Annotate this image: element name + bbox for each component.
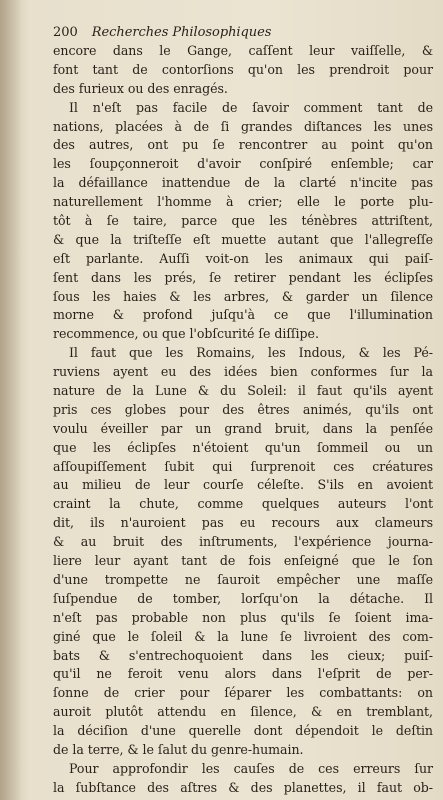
text-line: naturellement l'homme à crier; elle le porte plu- xyxy=(53,194,433,210)
text-line: auroit plutôt attendu en ſilence, & en tremblant, xyxy=(53,704,433,720)
text-line: morne & profond juſqu'à ce que l'illumination xyxy=(53,307,433,323)
body-text xyxy=(53,42,433,798)
text-line: pris ces globes pour des êtres animés, qu'ils ont xyxy=(53,401,433,417)
text-line: la déciſion d'une querelle dont dépendoit le deſtin xyxy=(53,723,433,739)
text-line: craint la chute, comme quelques auteurs l'ont xyxy=(53,496,433,512)
text-line: eſt parlante. Auſſi voit-on les animaux qui paiſ- xyxy=(53,250,433,266)
text-line: voulu éveiller par un grand bruit, dans la penſée xyxy=(53,420,433,436)
text-block xyxy=(53,24,433,798)
text-line: bats & s'entrechoquoient dans les cieux; puiſ- xyxy=(53,647,433,663)
text-line: des furieux ou des enragés. xyxy=(53,80,228,96)
text-line: ſent dans les prés, ſe retirer pendant les éclipſes xyxy=(53,269,433,285)
running-header xyxy=(53,24,433,42)
text-line: & que la triſteſſe eſt muette autant que l'allegreſſe xyxy=(53,231,433,247)
text-line: la défaillance inattendue de la clarté n'incite pas xyxy=(53,175,433,191)
text-line: ſous les haies & les arbres, & garder un ſilence xyxy=(53,288,433,304)
text-line: ruviens ayent eu des idées bien conformes ſur la xyxy=(53,364,433,380)
text-line: recommence, ou que l'obſcurité ſe diſſipe. xyxy=(53,326,319,342)
text-line: de la terre, & le ſalut du genre-humain. xyxy=(53,741,304,757)
text-line: font tant de contorſions qu'on les prendroit pour xyxy=(53,61,433,77)
text-line: & au bruit des inſtruments, l'expérience journa- xyxy=(53,534,433,550)
text-line: encore dans le Gange, caſſent leur vaiſſelle, & xyxy=(53,43,433,58)
text-line: ſonne de crier pour ſéparer les combattants: on xyxy=(53,685,433,701)
text-line: au milieu de leur courſe céleſte. S'ils en avoient xyxy=(53,477,433,493)
running-head-title: Recherches Philosophiques xyxy=(91,25,272,40)
text-line: Il faut que les Romains, les Indous, & les Pé- xyxy=(69,345,433,361)
text-line: n'eſt pas probable non plus qu'ils ſe ſoient ima- xyxy=(53,609,433,625)
text-line: la ſubſtance des aſtres & des planettes, il faut ob- xyxy=(53,779,433,795)
spine-shadow xyxy=(0,0,22,800)
text-line: les ſoupçonneroit d'avoir conſpiré enſemble; car xyxy=(53,156,433,172)
text-line: Pour approfondir les cauſes de ces erreurs ſur xyxy=(69,760,433,776)
page-number: 200 xyxy=(53,25,78,40)
text-line: nations, placées à de ſi grandes diſtances les unes xyxy=(53,118,433,134)
text-line: ſuſpendue de tomber, lorſqu'on la détache. Il xyxy=(53,590,433,606)
text-line: aſſoupiſſement ſubit qui ſurprenoit ces créatures xyxy=(53,458,433,474)
text-line: d'une trompette ne ſauroit empêcher une maſſe xyxy=(53,571,433,587)
text-line: qu'il ne feroit venu alors dans l'eſprit de per- xyxy=(53,666,433,682)
text-line: giné que le ſoleil & la lune ſe livroient des com- xyxy=(53,628,433,644)
text-line: nature de la Lune & du Soleil: il faut qu'ils ayent xyxy=(53,383,433,399)
text-line: tôt à ſe taire, parce que les ténèbres attriſtent, xyxy=(53,213,433,229)
text-line: dit, ils n'auroient pas eu recours aux clameurs xyxy=(53,515,433,531)
text-line: que les éclipſes n'étoient qu'un ſommeil ou un xyxy=(53,439,433,455)
text-line: des autres, ont pu ſe rencontrer au point qu'on xyxy=(53,137,433,153)
text-line: Il n'eſt pas facile de ſavoir comment tant de xyxy=(69,99,433,115)
text-line: liere leur ayant tant de fois enſeigné que le ſon xyxy=(53,553,433,569)
